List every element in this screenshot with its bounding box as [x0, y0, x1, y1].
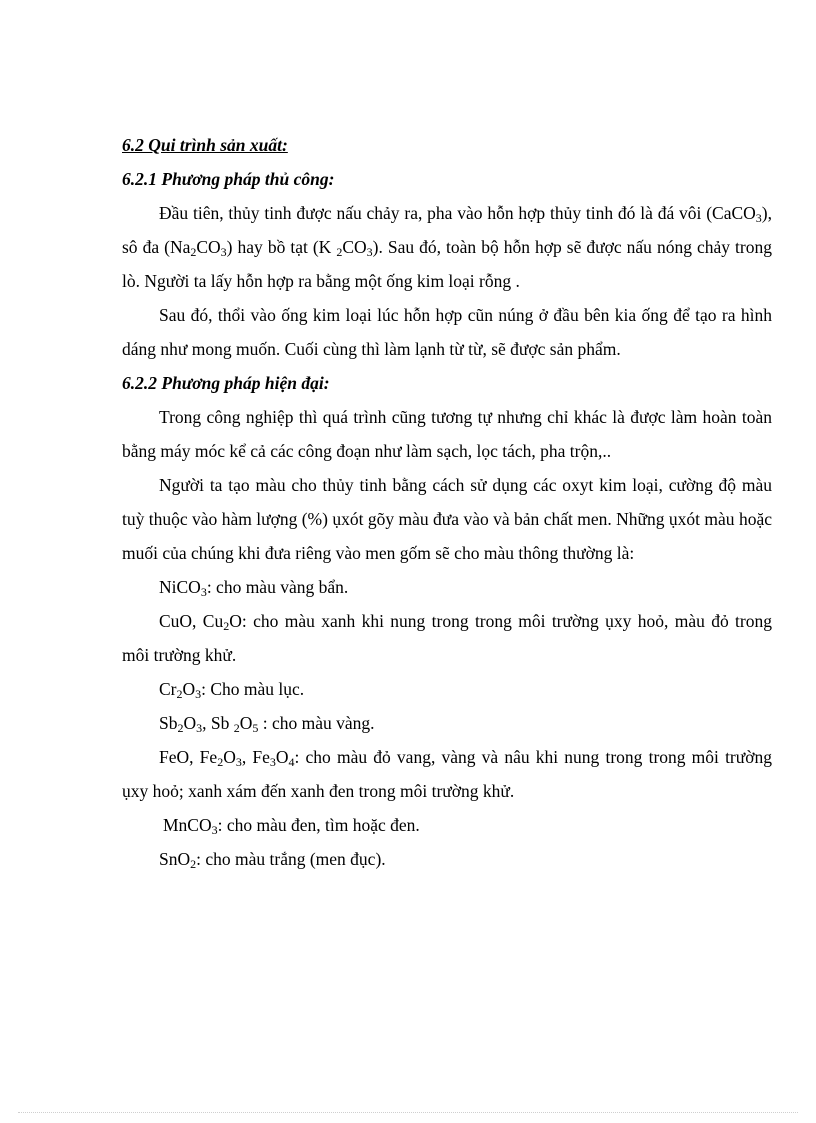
- list-item-sno2: SnO$_2$: cho màu trắng (men đục).: [159, 849, 386, 871]
- list-item-cr2o3: $Cr_2O_3$: Cho màu lục.: [159, 679, 305, 701]
- paragraph-manual-1: Đầu tiên, thủy tinh được nấu chảy ra, pha vào hỗn hợp thủy tinh đó là đá vôi (CaCO$_3$), sô đa $(Na_2CO_3)$ hay bồ tạt (K $_2CO_3$). Sau đó, toàn bộ hỗn hợp sẽ được nấu nóng chảy trong lò. Người ta lấy hỗn hợp ra bằng một ống kim loại rỗng .: [122, 203, 772, 291]
- list-item-sb: $Sb_2O_3$, Sb $_2O_5$ : cho màu vàng.: [159, 713, 375, 735]
- section-heading: 6.2 Qui trình sản xuất:: [122, 135, 288, 155]
- list-item-nico3: NiCO$_3$: cho màu vàng bẩn.: [159, 577, 349, 599]
- list-item-fe: FeO, $Fe_2O_3$, $Fe_3O_4$: cho màu đỏ vang, vàng và nâu khi nung trong trong môi trường ụxy hoỏ; xanh xám đến xanh đen trong môi trường khử.: [122, 747, 773, 801]
- paragraph-modern-1: Trong công nghiệp thì quá trình cũng tương tự nhưng chỉ khác là được làm hoàn toàn bằng máy móc kể cả các công đoạn như làm sạch, lọc tách, pha trộn,..: [122, 407, 772, 461]
- paragraph-modern-2: Người ta tạo màu cho thủy tinh bằng cách sử dụng các oxyt kim loại, cường độ màu tuỳ thuộc vào hàm lượng (%) ụxót gõy màu đưa vào và bản chất men. Những ụxót màu hoặc muối của chúng khi đưa riêng vào men gốm sẽ cho màu thông thường là:: [122, 475, 772, 563]
- list-item-mnco3: MnCO$_3$: cho màu đen, tìm hoặc đen.: [163, 815, 420, 837]
- paragraph-manual-2: Sau đó, thổi vào ống kim loại lúc hỗn hợp cũn núng ở đầu bên kia ống để tạo ra hình dáng như mong muốn. Cuối cùng thì làm lạnh từ từ, sẽ được sản phẩm.: [122, 305, 772, 359]
- subsection-heading-modern: 6.2.2 Phương pháp hiện đại:: [122, 373, 330, 393]
- subsection-heading-manual: 6.2.1 Phương pháp thủ công:: [122, 169, 335, 189]
- list-item-cuo: CuO, $Cu_2O$: cho màu xanh khi nung trong trong môi trường ụxy hoỏ, màu đỏ trong môi trường khử.: [122, 611, 772, 665]
- page-bottom-divider: [18, 1112, 798, 1113]
- document-body: [122, 128, 772, 876]
